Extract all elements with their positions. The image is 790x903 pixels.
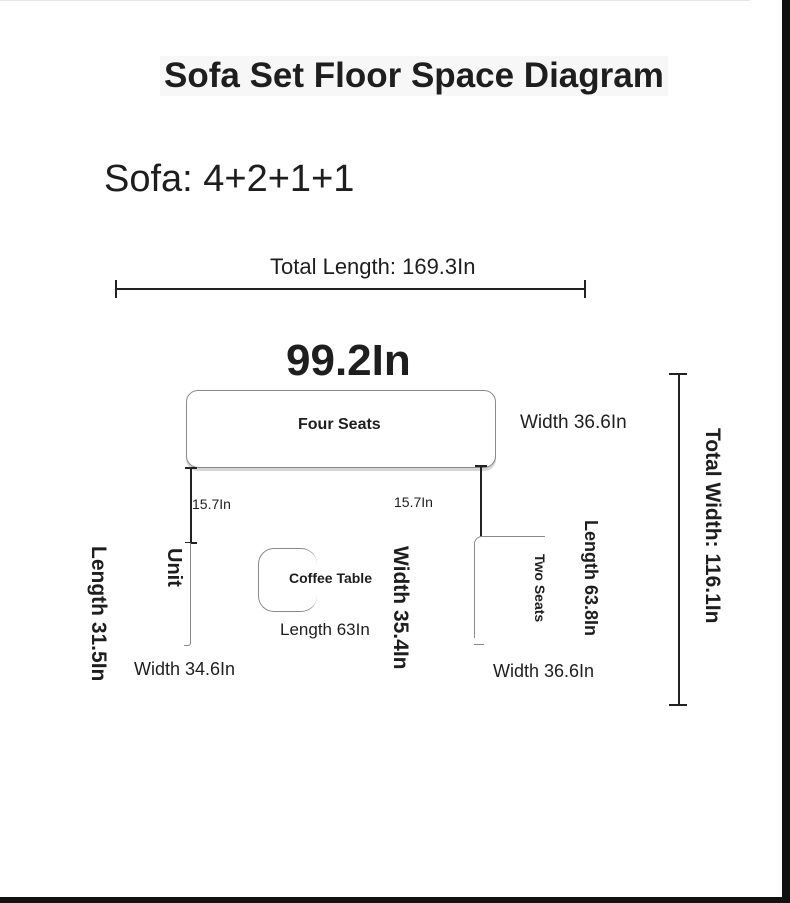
total-width-cap-top (669, 373, 687, 375)
total-length-line (116, 288, 586, 290)
diagram-title: Sofa Set Floor Space Diagram (160, 56, 668, 96)
frame-bottom-border (0, 897, 790, 903)
two-seats-width: Width 36.6In (493, 661, 595, 681)
total-width-label: Total Width: 116.1In (701, 428, 724, 624)
four-seats-length: 99.2In (286, 336, 411, 385)
right-gap-label: 15.7In (394, 494, 433, 510)
two-seats-sofa-base (474, 638, 484, 645)
right-gap-line (480, 466, 482, 542)
unit-label: Unit (163, 548, 185, 587)
frame-top-edge (0, 0, 750, 1)
two-seats-label: Two Seats (532, 554, 548, 623)
left-gap-label: 15.7In (192, 496, 231, 512)
four-seats-label: Four Seats (298, 416, 381, 433)
left-gap-cap-top (185, 467, 197, 469)
total-length-cap-left (115, 280, 117, 298)
frame-right-border (782, 0, 790, 903)
sofa-configuration: Sofa: 4+2+1+1 (104, 158, 355, 200)
four-seats-width: Width 36.6In (520, 412, 627, 433)
coffee-table-length: Length 63In (280, 620, 370, 639)
two-seats-length: Length 63.8In (581, 520, 601, 637)
total-width-cap-bottom (669, 704, 687, 706)
unit-chair (184, 543, 191, 646)
coffee-table-width: Width 35.4In (389, 546, 412, 670)
total-length-cap-right (584, 280, 586, 298)
total-length-label: Total Length: 169.3In (270, 254, 476, 279)
right-gap-cap-top (475, 465, 487, 467)
coffee-table-label: Coffee Table (289, 570, 372, 586)
total-width-line (678, 374, 680, 705)
unit-width: Width 34.6In (134, 659, 236, 679)
unit-length: Length 31.5In (87, 546, 110, 682)
